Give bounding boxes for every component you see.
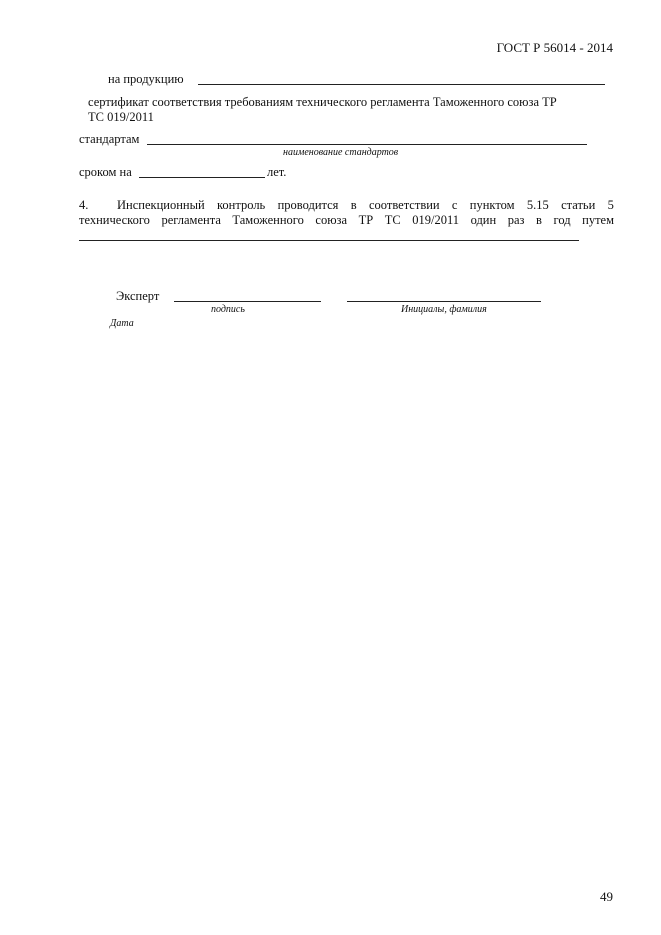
date-caption: Дата xyxy=(110,318,134,329)
paragraph-word: путем xyxy=(582,213,614,227)
product-fill-line xyxy=(198,84,605,85)
paragraph-word: регламента xyxy=(161,213,221,227)
expert-label: Эксперт xyxy=(116,289,160,303)
paragraph-word: Инспекционный xyxy=(117,198,205,212)
product-label: на продукцию xyxy=(108,72,184,86)
paragraph-word: 5.15 xyxy=(526,198,549,212)
paragraph4-fill-line xyxy=(79,240,579,241)
paragraph-word: один xyxy=(470,213,497,227)
term-suffix: лет. xyxy=(267,165,287,179)
paragraph-word: с xyxy=(451,198,458,212)
standard-code: ГОСТ Р 56014 - 2014 xyxy=(496,40,613,55)
paragraph-word: технического xyxy=(79,213,150,227)
paragraph-word: союза xyxy=(315,213,348,227)
paragraph-word: в xyxy=(350,198,357,212)
paragraph-word: ТС xyxy=(384,213,401,227)
standards-label: стандартам xyxy=(79,132,140,146)
term-fill-line xyxy=(139,177,265,178)
signature-caption: подпись xyxy=(211,304,245,315)
certificate-text-line1: сертификат соответствия требованиям технического регламента Таможенного союза ТР xyxy=(88,95,557,109)
standards-caption: наименование стандартов xyxy=(283,147,399,158)
initials-caption: Инициалы, фамилия xyxy=(401,304,487,315)
paragraph-word: статьи xyxy=(561,198,596,212)
paragraph4-line2 xyxy=(79,213,614,228)
certificate-text-line2: ТС 019/2011 xyxy=(88,110,154,124)
paragraph-word: Таможенного xyxy=(232,213,304,227)
paragraph-word: контроль xyxy=(216,198,266,212)
paragraph-word: ТР xyxy=(358,213,374,227)
paragraph-word: проводится xyxy=(277,198,339,212)
paragraph-word: раз xyxy=(507,213,525,227)
paragraph-word: в xyxy=(536,213,542,227)
page-number: 49 xyxy=(600,889,613,904)
paragraph-word: 5 xyxy=(607,198,614,212)
initials-fill-line xyxy=(347,301,541,302)
paragraph-word: пунктом xyxy=(469,198,515,212)
paragraph-word: соответствии xyxy=(368,198,440,212)
signature-fill-line xyxy=(174,301,321,302)
standards-fill-line xyxy=(147,144,587,145)
paragraph4-line1 xyxy=(117,198,614,213)
paragraph-word: год xyxy=(553,213,571,227)
paragraph-number: 4. xyxy=(79,198,89,212)
term-prefix: сроком на xyxy=(79,165,132,179)
paragraph-word: 019/2011 xyxy=(412,213,460,227)
